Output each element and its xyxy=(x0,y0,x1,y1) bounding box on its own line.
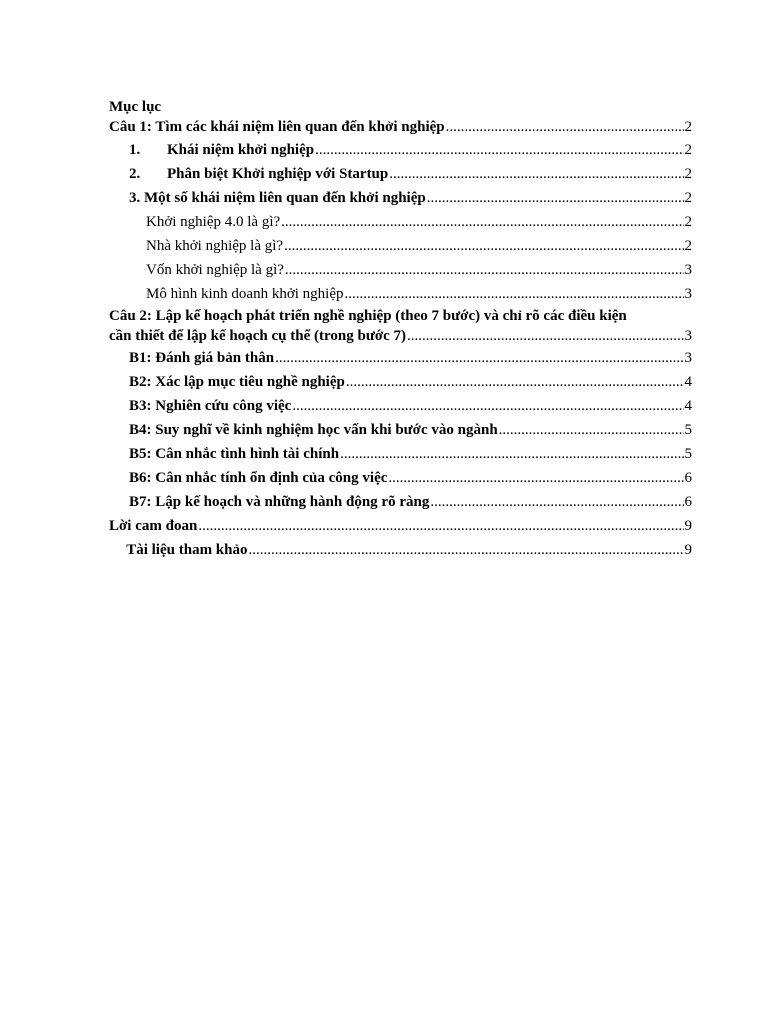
toc-leader xyxy=(281,210,683,234)
toc-leader xyxy=(427,186,684,210)
toc-page-number: 4 xyxy=(684,374,692,390)
toc-entry[interactable] xyxy=(109,282,692,306)
toc-page-number: 3 xyxy=(684,286,692,302)
toc-page-number: 6 xyxy=(684,470,692,486)
toc-page-number: 3 xyxy=(684,350,692,366)
toc-page-number: 5 xyxy=(684,422,692,438)
toc-entry-text: B4: Suy nghĩ về kinh nghiệm học vấn khi bước vào ngành xyxy=(129,422,498,438)
toc-entry[interactable] xyxy=(109,234,692,258)
toc-entry[interactable] xyxy=(109,490,692,514)
toc-entry-text: B2: Xác lập mục tiêu nghề nghiệp xyxy=(129,374,345,390)
toc-entry-text: Câu 1: Tìm các khái niệm liên quan đến khởi nghiệp xyxy=(109,119,445,135)
toc-leader xyxy=(340,442,683,466)
toc-entry-text: Câu 2: Lập kế hoạch phát triển nghề nghiệp (theo 7 bước) và chỉ rõ các điều kiện xyxy=(109,308,627,324)
toc-entry[interactable] xyxy=(109,538,692,562)
toc-entry-number: 2. xyxy=(129,166,141,182)
toc-entry-text: B7: Lập kế hoạch và những hành động rõ ràng xyxy=(129,494,430,510)
toc-leader xyxy=(407,326,683,346)
toc-page-number: 6 xyxy=(684,494,692,510)
toc-entry-text: B6: Cân nhắc tính ổn định của công việc xyxy=(129,470,388,486)
toc-entry-text: Khởi nghiệp 4.0 là gì? xyxy=(146,214,281,230)
toc-entry[interactable] xyxy=(109,394,692,418)
toc-entry-text: Nhà khởi nghiệp là gì? xyxy=(146,238,284,254)
toc-entry-text: Phân biệt Khởi nghiệp với Startup xyxy=(167,166,389,182)
toc-entry[interactable] xyxy=(109,418,692,442)
toc-entry[interactable] xyxy=(109,346,692,370)
toc-title: Mục lục xyxy=(109,99,162,115)
toc-leader xyxy=(315,138,683,162)
toc-page-number: 3 xyxy=(684,328,692,344)
toc-entry-text: Mô hình kinh doanh khởi nghiệp xyxy=(146,286,344,302)
toc-leader xyxy=(499,418,684,442)
toc-leader xyxy=(275,346,683,370)
toc-leader xyxy=(285,258,684,282)
toc-page-number: 9 xyxy=(684,518,692,534)
toc-entry-number: 1. xyxy=(129,142,141,158)
toc-entry-text: 3. Một số khái niệm liên quan đến khởi nghiệp xyxy=(129,190,426,206)
table-of-contents xyxy=(109,98,692,562)
toc-entry[interactable] xyxy=(109,186,692,210)
toc-entry-text: Khái niệm khởi nghiệp xyxy=(167,142,315,158)
toc-leader xyxy=(446,116,684,138)
toc-page-number: 9 xyxy=(684,542,692,558)
toc-leader xyxy=(198,514,683,538)
toc-page-number: 2 xyxy=(684,214,692,230)
toc-entry[interactable] xyxy=(109,138,692,162)
toc-leader xyxy=(430,490,683,514)
toc-page-number: 2 xyxy=(684,119,692,135)
toc-entry[interactable] xyxy=(109,116,692,138)
toc-page-number: 2 xyxy=(684,166,692,182)
toc-entry-text: Tài liệu tham khảo xyxy=(126,542,248,558)
toc-leader xyxy=(284,234,683,258)
toc-page-number: 2 xyxy=(684,142,692,158)
toc-entry-text: B3: Nghiên cứu công việc xyxy=(129,398,292,414)
toc-entry[interactable] xyxy=(109,466,692,490)
toc-page-number: 5 xyxy=(684,446,692,462)
toc-entry[interactable] xyxy=(109,258,692,282)
toc-leader xyxy=(389,162,683,186)
toc-leader xyxy=(346,370,684,394)
toc-entry-text: B5: Cân nhắc tình hình tài chính xyxy=(129,446,340,462)
toc-entry[interactable] xyxy=(109,306,692,346)
toc-leader xyxy=(388,466,683,490)
toc-entry[interactable] xyxy=(109,162,692,186)
toc-page-number: 2 xyxy=(684,238,692,254)
toc-page-number: 2 xyxy=(684,190,692,206)
toc-leader xyxy=(292,394,683,418)
toc-entry-text: B1: Đánh giá bản thân xyxy=(129,350,275,366)
toc-entry[interactable] xyxy=(109,442,692,466)
toc-entry-text-continued: cần thiết để lập kế hoạch cụ thể (trong bước 7) xyxy=(109,328,407,344)
toc-page-number: 3 xyxy=(684,262,692,278)
toc-leader xyxy=(345,282,684,306)
toc-entry-text: Vốn khởi nghiệp là gì? xyxy=(146,262,284,278)
toc-page-number: 4 xyxy=(684,398,692,414)
toc-entry[interactable] xyxy=(109,370,692,394)
toc-entry-text: Lời cam đoan xyxy=(109,518,198,534)
toc-leader xyxy=(249,538,684,562)
toc-entry[interactable] xyxy=(109,514,692,538)
toc-entry[interactable] xyxy=(109,210,692,234)
